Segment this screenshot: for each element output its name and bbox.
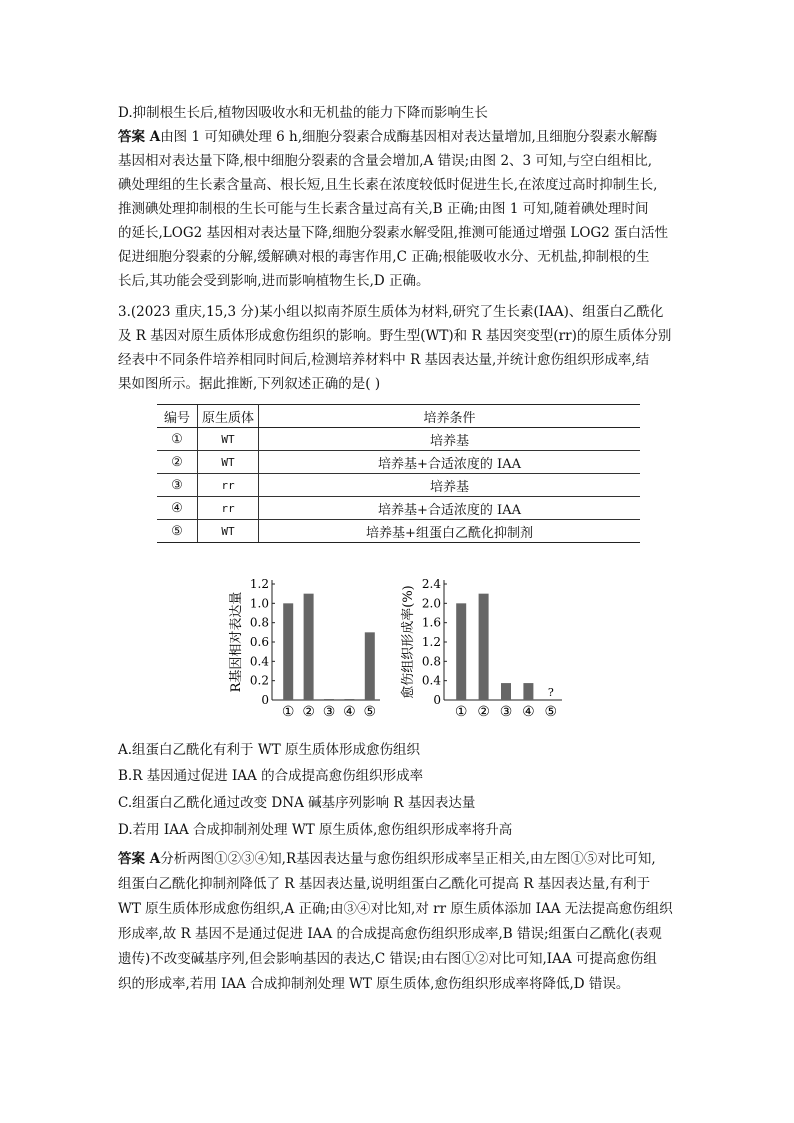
row-protoplast: rr [198,474,259,497]
y-tick-label: 1.2 [249,577,269,591]
y-axis-label: R基因相对表达量 [229,591,244,693]
x-tick-label: ⑤ [363,704,377,720]
x-tick-label: ④ [343,704,356,720]
row-condition: 培养基+合适浓度的 IAA [259,497,641,520]
row-protoplast: WT [198,451,259,474]
answer-1-line-0: 答案 A由图 1 可知碘处理 6 h,细胞分裂素合成酶基因相对表达量增加,且细胞分裂素水解酶 [118,129,658,145]
x-tick-label: ② [302,704,315,720]
y-tick-label: 2.4 [421,577,441,591]
y-tick-label: 0.6 [249,635,269,649]
question-3-line-2: 经表中不同条件培养相同时间后,检测培养材料中 R 基因表达量,并统计愈伤组织形成率,结 [118,352,650,368]
y-tick-label: 2.0 [421,596,441,611]
table-row [157,451,640,474]
bar [324,699,334,700]
answer-3-line-3: 形成率,故 R 基因不是通过促进 IAA 的合成提高愈伤组织形成率,B 错误;组蛋白乙酰化(表观 [118,926,662,942]
answer-3-line-1: 组蛋白乙酰化抑制剂降低了 R 基因表达量,说明组蛋白乙酰化可提高 R 基因表达量,有利于 [118,876,651,892]
y-tick-label: 1.6 [421,615,441,630]
bar [365,632,375,700]
question-3-line-1: 及 R 基因对原生质体形成愈伤组织的影响。野生型(WT)和 R 基因突变型(rr)的原生质体分别 [118,328,672,344]
answer-label: 答案 A [118,129,161,145]
answer-3-line-4: 遗传)不改变碱基序列,但会影响基因的表达,C 错误;由右图①②对比可知,IAA 可提高愈伤组 [118,951,657,967]
answer-3-line-2: WT 原生质体形成愈伤组织,A 正确;由③④对比知,对 rr 原生质体添加 IAA 无法提高愈伤组织 [118,901,673,917]
row-protoplast: WT [198,520,259,543]
y-tick-label: 1.0 [249,596,269,611]
option-c: C.组蛋白乙酰化通过改变 DNA 碱基序列影响 R 基因表达量 [118,795,476,811]
x-tick-label: ① [281,704,295,720]
y-tick-label: 0.2 [249,673,269,688]
x-tick-label: ② [477,704,490,720]
table-header-row [157,405,640,428]
answer-1-line-4: 的延长,LOG2 基因相对表达量下降,细胞分裂素水解受阻,推测可能通过增强 LOG2 蛋白活性 [118,225,669,241]
answer-3-line-5: 织的形成率,若用 IAA 合成抑制剂处理 WT 原生质体,愈伤组织形成率将降低,D 错误。 [118,976,630,992]
row-number: ④ [157,497,198,520]
answer-1-line-2: 碘处理组的生长素含量高、根长短,且生长素在浓度较低时促进生长,在浓度过高时抑制生长, [118,177,658,193]
x-tick-label: ④ [522,704,535,720]
y-tick-label: 0.4 [249,654,269,669]
question-3-line-3: 果如图所示。据此推断,下列叙述正确的是( ) [118,376,381,392]
header-condition: 培养条件 [259,405,641,428]
unknown-marker: ? [547,686,554,699]
answer-1-line-5: 促进细胞分裂素的分解,缓解碘对根的毒害作用,C 正确;根能吸收水分、无机盐,抑制根的生 [118,249,650,265]
row-condition: 培养基 [259,474,641,497]
y-tick-label: 0.4 [421,673,441,688]
table-row [157,497,640,520]
bar [501,683,511,700]
row-number: ⑤ [157,520,198,543]
row-protoplast: WT [198,428,259,451]
bar [523,683,533,700]
table-row [157,474,640,497]
answer-label: 答案 A [118,851,161,867]
y-tick-label: 1.2 [421,635,441,649]
row-condition: 培养基+合适浓度的 IAA [259,451,641,474]
bar [283,603,293,700]
chart-callus-formation-rate [400,572,570,724]
row-condition: 培养基+组蛋白乙酰化抑制剂 [259,520,641,543]
bar [344,699,354,700]
x-tick-label: ③ [322,704,336,720]
conditions-table [157,404,640,543]
option-d-text: D.抑制根生长后,植物因吸收水和无机盐的能力下降而影响生长 [118,105,488,121]
option-b: B.R 基因通过促进 IAA 的合成提高愈伤组织形成率 [118,768,424,784]
y-tick-label: 0 [261,693,269,707]
row-number: ② [157,451,198,474]
answer-3-line-0: 答案 A分析两图①②③④知,R基因表达量与愈伤组织形成率呈正相关,由左图①⑤对比可知, [118,851,656,867]
x-tick-label: ③ [499,704,513,720]
x-tick-label: ⑤ [544,704,558,720]
header-number: 编号 [157,405,198,428]
header-protoplast: 原生质体 [198,405,259,428]
option-a: A.组蛋白乙酰化有利于 WT 原生质体形成愈伤组织 [118,742,421,758]
y-tick-label: 0.8 [421,654,441,669]
option-d: D.若用 IAA 合成抑制剂处理 WT 原生质体,愈伤组织形成率将升高 [118,822,513,838]
x-tick-label: ① [454,704,468,720]
table-row [157,520,640,543]
table-row [157,428,640,451]
bar [304,594,314,700]
answer-1-line-3: 推测碘处理抑制根的生长可能与生长素含量过高有关,B 正确;由图 1 可知,随着碘处理时间 [118,201,649,217]
row-number: ① [157,428,198,451]
y-tick-label: 0 [433,693,441,707]
row-condition: 培养基 [259,428,641,451]
question-3-line-0: 3.(2023 重庆,15,3 分)某小组以拟南芥原生质体为材料,研究了生长素(IAA)、组蛋白乙酰化 [118,304,664,320]
answer-1-line-1: 基因相对表达量下降,根中细胞分裂素的含量会增加,A 错误;由图 2、3 可知,与空白组相比, [118,153,653,169]
y-tick-label: 0.8 [249,615,269,630]
chart-r-gene-expression [228,572,388,724]
answer-1-line-6: 长后,其功能会受到影响,进而影响植物生长,D 正确。 [118,273,430,289]
row-number: ③ [157,474,198,497]
y-axis-label: 愈伤组织形成率(%) [401,585,416,699]
bar [479,594,489,700]
bar [456,603,466,700]
row-protoplast: rr [198,497,259,520]
